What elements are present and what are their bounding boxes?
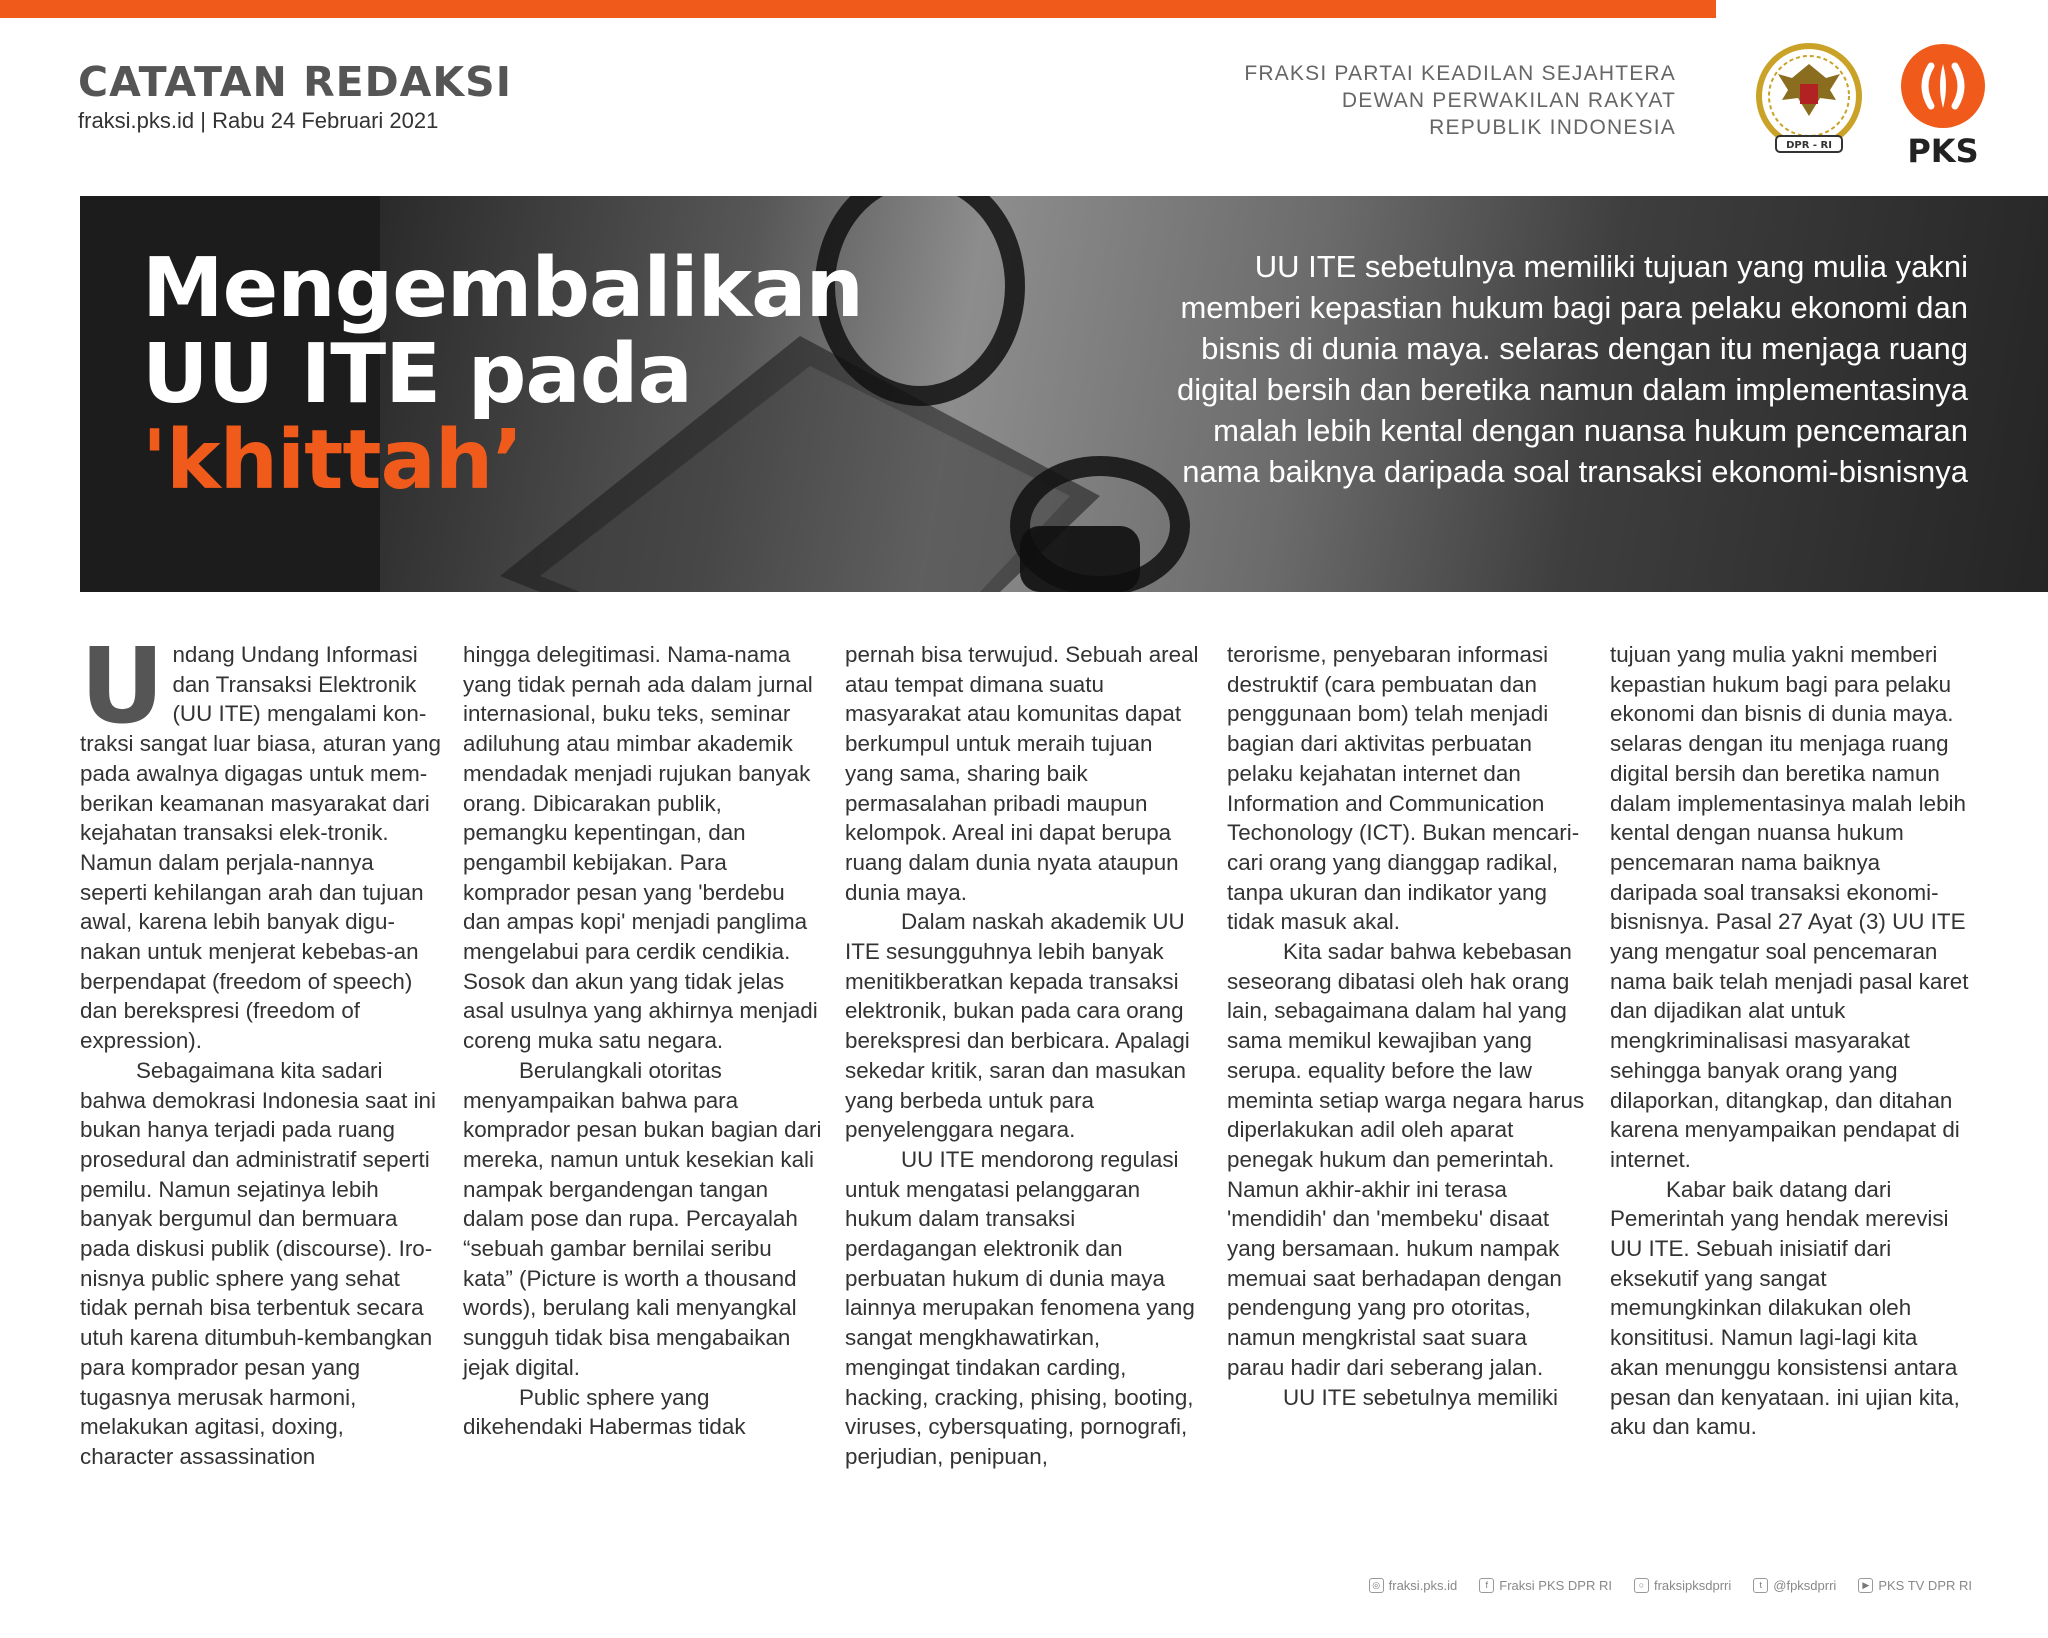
footer-youtube[interactable]: ▶ PKS TV DPR RI [1858, 1578, 1972, 1593]
paragraph: pernah bisa terwujud. Sebuah areal atau tempat dimana suatu masyarakat atau komunitas dapat berkumpul untuk meraih tujuan yang sama, sharing baik permasalahan pribadi maupun kelompok. Areal ini dapat berupa ruang dalam dunia nyata ataupun dunia maya. [845, 642, 1199, 905]
footer-twitter[interactable]: t @fpksdprri [1753, 1578, 1836, 1593]
organization-name [1244, 60, 1676, 141]
dpr-emblem-icon [1748, 38, 1870, 162]
paragraph: terorisme, penyebaran informasi destruktif (cara pembuatan dan penggunaan bom) telah menjadi bagian dari aktivitas perbuatan pelaku kejahatan internet dan Information and Communication Techonology (ICT). Bukan mencari-cari orang yang dianggap radikal, tanpa ukuran dan indikator yang tidak masuk akal. [1227, 642, 1580, 935]
page-title: CATATAN REDAKSI [78, 58, 512, 106]
paragraph: ndang Undang Informasi dan Transaksi Elektronik (UU ITE) mengalami kon-traksi sangat luar biasa, aturan yang pada awalnya digagas untuk mem-berikan keamanan masyarakat dari kejahatan transaksi elek-tronik. Namun dalam perjala-nannya seperti kehilangan arah dan tujuan awal, karena lebih banyak digu-nakan untuk menjerat kebebas-an berpendapat (freedom of speech) dan berekspresi (freedom of expression). [80, 642, 441, 1054]
paragraph: UU ITE sebetulnya memiliki [1283, 1384, 1558, 1410]
article-column-5 [1610, 640, 1972, 1442]
footer-instagram[interactable]: ○ fraksipksdprri [1634, 1578, 1731, 1593]
top-accent-bar [0, 0, 1716, 18]
paragraph: Kita sadar bahwa kebebasan seseorang dibatasi oleh hak orang lain, sebagaimana dalam hal yang sama memikul kewajiban yang serupa. equality before the law meminta setiap warga negara harus diperlakukan adil oleh aparat penegak hukum dan pemerintah. Namun akhir-akhir ini terasa 'mendidih' dan 'membeku' disaat yang bersamaan. hukum nampak memuai saat berhadapan dengan pendengung yang pro otoritas, namun mengkristal saat suara parau hadir dari seberang jalan. [1227, 939, 1585, 1380]
article-column-2 [463, 640, 825, 1442]
article-column-3 [845, 640, 1207, 1472]
youtube-icon: ▶ [1858, 1578, 1873, 1593]
headline-line-2: UU ITE pada [142, 327, 692, 422]
header-brand [78, 58, 512, 134]
pull-quote: UU ITE sebetulnya memiliki tujuan yang mulia yakni memberi kepastian hukum bagi para pelaku ekonomi dan bisnis di dunia maya. selaras dengan itu menjaga ruang digital bersih dan beretika namun dalam implementasinya malah lebih kental dengan nuansa hukum pencemaran nama baiknya daripada soal transaksi ekonomi-bisnisnya [1177, 249, 1968, 489]
hero-banner [80, 196, 2048, 592]
footer-facebook[interactable]: f Fraksi PKS DPR RI [1479, 1578, 1612, 1593]
twitter-icon: t [1753, 1578, 1768, 1593]
headline-line-1: Mengembalikan [142, 241, 863, 336]
pks-logo [1898, 44, 1988, 170]
paragraph: Kabar baik datang dari Pemerintah yang hendak merevisi UU ITE. Sebuah inisiatif dari eksekutif yang sangat memungkinkan dilakukan oleh konsititusi. Namun lagi-lagi kita akan menunggu konsistensi antara pesan dan kenyataan. ini ujian kita, aku dan kamu. [1610, 1176, 1960, 1440]
pks-logo-icon [1901, 44, 1985, 128]
globe-icon: ◎ [1369, 1578, 1384, 1593]
svg-text:DPR - RI: DPR - RI [1786, 140, 1832, 151]
article-column-1 [80, 625, 442, 1472]
social-footer [1369, 1578, 1972, 1593]
facebook-icon: f [1479, 1578, 1494, 1593]
footer-website[interactable]: ◎ fraksi.pks.id [1369, 1578, 1458, 1593]
pks-logo-text: PKS [1907, 132, 1979, 170]
paragraph: Dalam naskah akademik UU ITE sesungguhnya lebih banyak menitikberatkan kepada transaksi elektronik, bukan pada cara orang berekspresi dan berbicara. Apalagi sekedar kritik, saran dan masukan yang berbeda untuk para penyelenggara negara. [845, 909, 1190, 1143]
org-line: DEWAN PERWAKILAN RAKYAT [1341, 89, 1676, 112]
dropcap: U [80, 625, 165, 747]
page-subtitle: fraksi.pks.id | Rabu 24 Februari 2021 [78, 108, 439, 133]
paragraph: Sebagaimana kita sadari bahwa demokrasi Indonesia saat ini bukan hanya terjadi pada ruang prosedural dan administratif seperti pemilu. Namun sejatinya lebih banyak bergumul dan bermuara pada diskusi publik (discourse). Iro-nisnya public sphere yang sehat tidak pernah bisa terbentuk secara utuh karena ditumbuh-kembangkan para komprador pesan yang tugasnya merusak harmoni, melakukan agitasi, doxing, character assassination [80, 1057, 436, 1469]
paragraph: hingga delegitimasi. Nama-nama yang tidak pernah ada dalam jurnal internasional, buku teks, seminar adiluhung atau mimbar akademik mendadak menjadi rujukan banyak orang. Dibicarakan publik, pemangku kepentingan, dan pengambil kebijakan. Para komprador pesan yang 'berdebu dan ampas kopi' menjadi panglima mengelabui para cerdik cendikia. Sosok dan akun yang tidak jelas asal usulnya yang akhirnya menjadi coreng muka satu negara. [463, 642, 818, 1054]
org-line: FRAKSI PARTAI KEADILAN SEJAHTERA [1244, 62, 1676, 85]
org-line: REPUBLIK INDONESIA [1429, 116, 1676, 139]
article-headline [142, 241, 863, 508]
article-body [80, 625, 1970, 1540]
headline-accent: 'khittah’ [142, 413, 523, 508]
paragraph: UU ITE mendorong regulasi untuk mengatasi pelanggaran hukum dalam transaksi perdagangan elektronik dan perbuatan hukum di dunia maya lainnya merupakan fenomena yang sangat mengkhawatirkan, mengingat tindakan carding, hacking, cracking, phising, booting, viruses, cybersquating, pornografi, perjudian, penipuan, [845, 1146, 1195, 1469]
paragraph: Public sphere yang dikehendaki Habermas tidak [463, 1384, 746, 1440]
instagram-icon: ○ [1634, 1578, 1649, 1593]
paragraph: tujuan yang mulia yakni memberi kepastian hukum bagi para pelaku ekonomi dan bisnis di dunia maya. selaras dengan itu menjaga ruang digital bersih dan beretika namun dalam implementasinya malah lebih kental dengan nuansa hukum pencemaran nama baiknya daripada soal transaksi ekonomi-bisnisnya. Pasal 27 Ayat (3) UU ITE yang mengatur soal pencemaran nama baik telah menjadi pasal karet dan dijadikan alat untuk mengkriminalisasi masyarakat sehingga banyak orang yang dilaporkan, ditangkap, dan ditahan karena menyampaikan pendapat di internet. [1610, 642, 1969, 1172]
article-column-4 [1227, 640, 1589, 1412]
paragraph: Berulangkali otoritas menyampaikan bahwa para komprador pesan bukan bagian dari mereka, namun untuk kesekian kali nampak bergandengan tangan dalam pose dan rupa. Percayalah “sebuah gambar bernilai seribu kata” (Picture is worth a thousand words), berulang kali menyangkal sungguh tidak bisa mengabaikan jejak digital. [463, 1057, 822, 1380]
